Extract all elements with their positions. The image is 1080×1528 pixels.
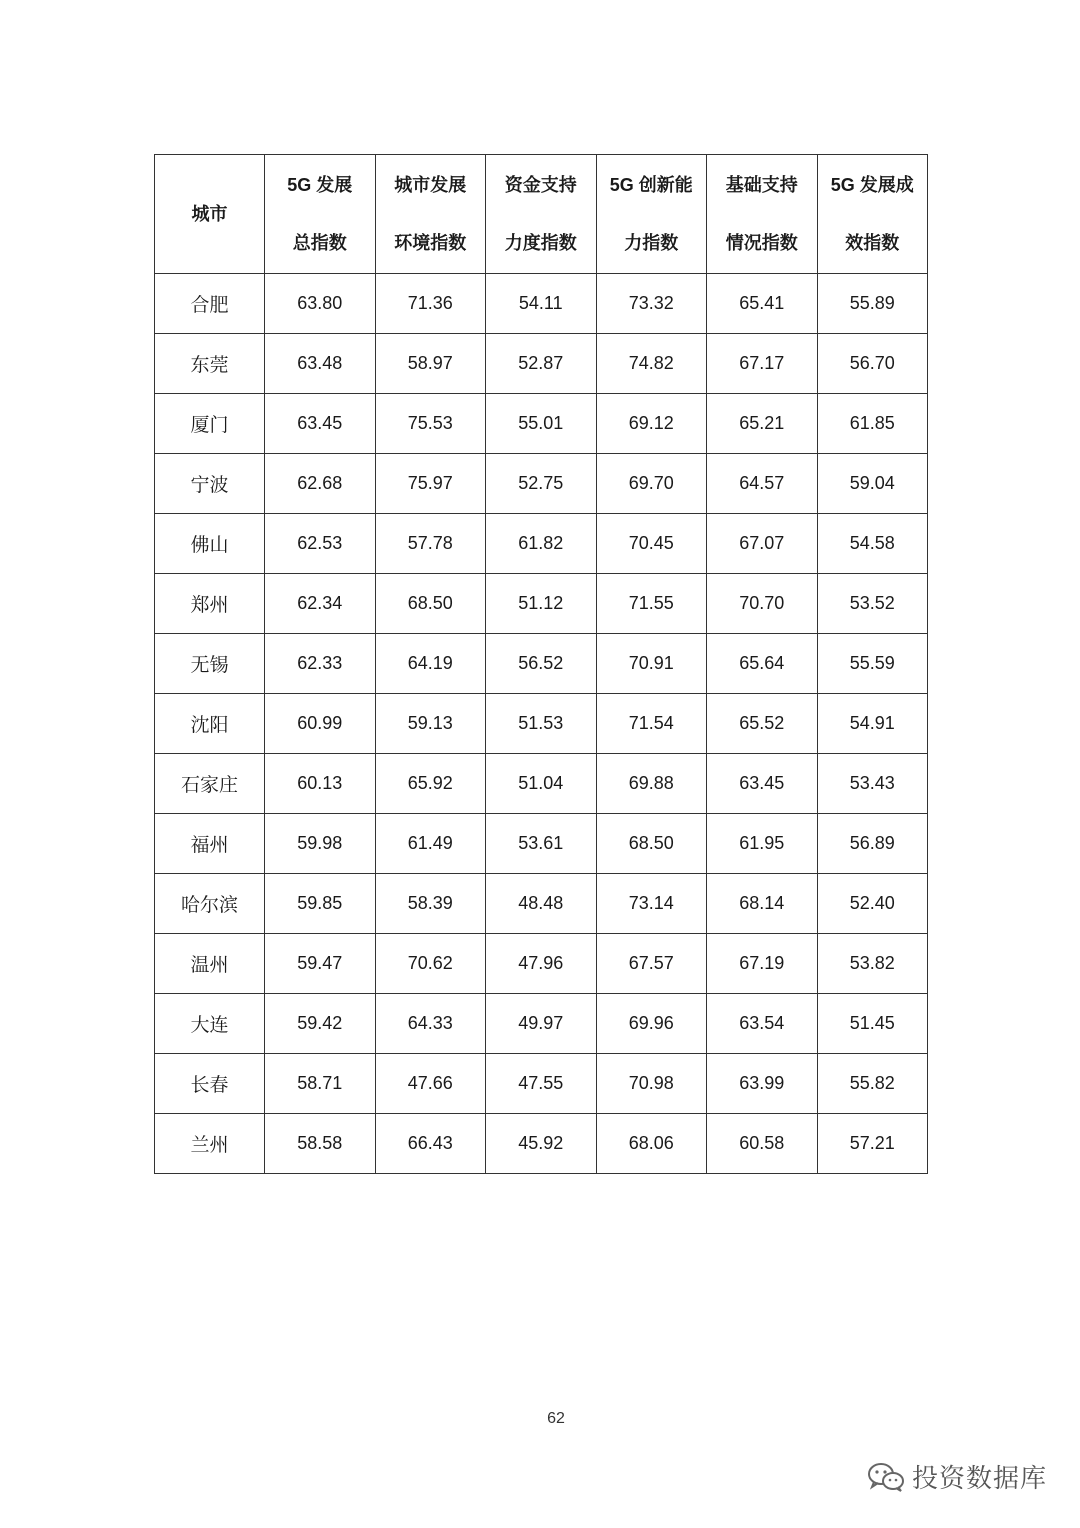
index-value-cell: 59.85	[265, 874, 376, 934]
city-name-cell: 大连	[155, 994, 265, 1054]
table-row	[155, 334, 928, 394]
city-name-cell: 福州	[155, 814, 265, 874]
index-value-cell: 53.43	[817, 754, 928, 814]
table-row	[155, 574, 928, 634]
index-value-cell: 63.45	[265, 394, 376, 454]
table-row	[155, 634, 928, 694]
index-value-cell: 59.47	[265, 934, 376, 994]
index-value-cell: 51.12	[486, 574, 597, 634]
index-value-cell: 70.98	[596, 1054, 707, 1114]
table-row	[155, 694, 928, 754]
index-value-cell: 58.58	[265, 1114, 376, 1174]
index-value-cell: 61.82	[486, 514, 597, 574]
index-value-cell: 64.19	[375, 634, 486, 694]
index-value-cell: 58.71	[265, 1054, 376, 1114]
index-value-cell: 70.91	[596, 634, 707, 694]
column-header	[707, 155, 818, 274]
index-value-cell: 55.89	[817, 274, 928, 334]
city-name-cell: 东莞	[155, 334, 265, 394]
column-header-line: 力指数	[624, 233, 679, 253]
index-value-cell: 62.34	[265, 574, 376, 634]
index-value-cell: 54.91	[817, 694, 928, 754]
city-name-cell: 兰州	[155, 1114, 265, 1174]
index-value-cell: 58.39	[375, 874, 486, 934]
index-value-cell: 71.55	[596, 574, 707, 634]
index-value-cell: 57.78	[375, 514, 486, 574]
index-value-cell: 47.55	[486, 1054, 597, 1114]
index-value-cell: 61.49	[375, 814, 486, 874]
index-value-cell: 63.48	[265, 334, 376, 394]
index-value-cell: 55.01	[486, 394, 597, 454]
index-value-cell: 47.96	[486, 934, 597, 994]
index-value-cell: 48.48	[486, 874, 597, 934]
city-name-cell: 沈阳	[155, 694, 265, 754]
index-value-cell: 75.53	[375, 394, 486, 454]
index-value-cell: 64.33	[375, 994, 486, 1054]
index-value-cell: 67.19	[707, 934, 818, 994]
column-header-line: 基础支持	[725, 175, 798, 195]
index-value-cell: 63.45	[707, 754, 818, 814]
index-value-cell: 52.87	[486, 334, 597, 394]
index-value-cell: 63.54	[707, 994, 818, 1054]
column-header	[375, 155, 486, 274]
index-value-cell: 51.53	[486, 694, 597, 754]
column-header-line: 情况指数	[725, 233, 798, 253]
table-row	[155, 754, 928, 814]
city-name-cell: 合肥	[155, 274, 265, 334]
table-row	[155, 994, 928, 1054]
index-value-cell: 53.61	[486, 814, 597, 874]
index-value-cell: 47.66	[375, 1054, 486, 1114]
index-value-cell: 60.58	[707, 1114, 818, 1174]
index-value-cell: 59.98	[265, 814, 376, 874]
index-value-cell: 73.32	[596, 274, 707, 334]
column-header-line: 城市	[191, 204, 228, 224]
index-value-cell: 59.13	[375, 694, 486, 754]
city-name-cell: 厦门	[155, 394, 265, 454]
city-name-cell: 无锡	[155, 634, 265, 694]
index-table-container	[154, 154, 927, 1174]
index-value-cell: 73.14	[596, 874, 707, 934]
index-value-cell: 67.57	[596, 934, 707, 994]
city-name-cell: 温州	[155, 934, 265, 994]
city-5g-index-table	[154, 154, 928, 1174]
index-value-cell: 60.99	[265, 694, 376, 754]
index-value-cell: 55.82	[817, 1054, 928, 1114]
index-value-cell: 65.64	[707, 634, 818, 694]
city-name-cell: 佛山	[155, 514, 265, 574]
index-value-cell: 53.52	[817, 574, 928, 634]
watermark-text: 投资数据库	[912, 1463, 1048, 1493]
index-value-cell: 53.82	[817, 934, 928, 994]
column-header-line: 5G 创新能	[609, 175, 693, 195]
table-row	[155, 454, 928, 514]
index-value-cell: 69.12	[596, 394, 707, 454]
index-value-cell: 65.41	[707, 274, 818, 334]
index-value-cell: 66.43	[375, 1114, 486, 1174]
index-value-cell: 68.06	[596, 1114, 707, 1174]
index-value-cell: 71.36	[375, 274, 486, 334]
table-row	[155, 274, 928, 334]
index-value-cell: 71.54	[596, 694, 707, 754]
index-value-cell: 74.82	[596, 334, 707, 394]
index-value-cell: 68.14	[707, 874, 818, 934]
index-value-cell: 60.13	[265, 754, 376, 814]
index-value-cell: 68.50	[596, 814, 707, 874]
city-name-cell: 石家庄	[155, 754, 265, 814]
index-value-cell: 69.96	[596, 994, 707, 1054]
index-value-cell: 59.42	[265, 994, 376, 1054]
index-value-cell: 51.45	[817, 994, 928, 1054]
column-header-line: 5G 发展成	[830, 175, 914, 195]
column-header-line: 城市发展	[394, 175, 467, 195]
index-value-cell: 65.21	[707, 394, 818, 454]
index-value-cell: 67.17	[707, 334, 818, 394]
index-value-cell: 57.21	[817, 1114, 928, 1174]
index-value-cell: 75.97	[375, 454, 486, 514]
index-value-cell: 65.92	[375, 754, 486, 814]
index-value-cell: 69.70	[596, 454, 707, 514]
index-value-cell: 45.92	[486, 1114, 597, 1174]
table-row	[155, 1054, 928, 1114]
index-value-cell: 56.52	[486, 634, 597, 694]
index-value-cell: 61.95	[707, 814, 818, 874]
index-value-cell: 65.52	[707, 694, 818, 754]
index-value-cell: 49.97	[486, 994, 597, 1054]
index-value-cell: 70.70	[707, 574, 818, 634]
column-header-line: 总指数	[292, 233, 347, 253]
city-name-cell: 哈尔滨	[155, 874, 265, 934]
index-value-cell: 70.62	[375, 934, 486, 994]
index-value-cell: 63.99	[707, 1054, 818, 1114]
index-value-cell: 52.75	[486, 454, 597, 514]
index-value-cell: 51.04	[486, 754, 597, 814]
city-name-cell: 长春	[155, 1054, 265, 1114]
index-value-cell: 69.88	[596, 754, 707, 814]
index-value-cell: 62.33	[265, 634, 376, 694]
column-header	[486, 155, 597, 274]
index-value-cell: 62.68	[265, 454, 376, 514]
column-header-line: 效指数	[845, 233, 900, 253]
table-header-row	[155, 155, 928, 274]
table-row	[155, 394, 928, 454]
index-value-cell: 56.70	[817, 334, 928, 394]
table-body	[155, 274, 928, 1174]
column-header-line: 环境指数	[394, 233, 467, 253]
table-row	[155, 934, 928, 994]
index-value-cell: 63.80	[265, 274, 376, 334]
index-value-cell: 52.40	[817, 874, 928, 934]
index-value-cell: 62.53	[265, 514, 376, 574]
city-name-cell: 郑州	[155, 574, 265, 634]
index-value-cell: 54.58	[817, 514, 928, 574]
table-row	[155, 874, 928, 934]
table-row	[155, 514, 928, 574]
column-header	[155, 155, 265, 274]
column-header-line: 5G 发展	[287, 175, 353, 195]
watermark	[866, 1458, 1047, 1495]
index-value-cell: 58.97	[375, 334, 486, 394]
table-row	[155, 814, 928, 874]
column-header	[265, 155, 376, 274]
index-value-cell: 64.57	[707, 454, 818, 514]
index-value-cell: 59.04	[817, 454, 928, 514]
table-row	[155, 1114, 928, 1174]
column-header	[817, 155, 928, 274]
wechat-icon	[866, 1461, 906, 1493]
city-name-cell: 宁波	[155, 454, 265, 514]
index-value-cell: 61.85	[817, 394, 928, 454]
column-header	[596, 155, 707, 274]
column-header-line: 资金支持	[504, 175, 577, 195]
index-value-cell: 67.07	[707, 514, 818, 574]
index-value-cell: 56.89	[817, 814, 928, 874]
page-number: 62	[547, 1410, 565, 1427]
index-value-cell: 54.11	[486, 274, 597, 334]
index-value-cell: 55.59	[817, 634, 928, 694]
index-value-cell: 70.45	[596, 514, 707, 574]
column-header-line: 力度指数	[504, 233, 577, 253]
index-value-cell: 68.50	[375, 574, 486, 634]
